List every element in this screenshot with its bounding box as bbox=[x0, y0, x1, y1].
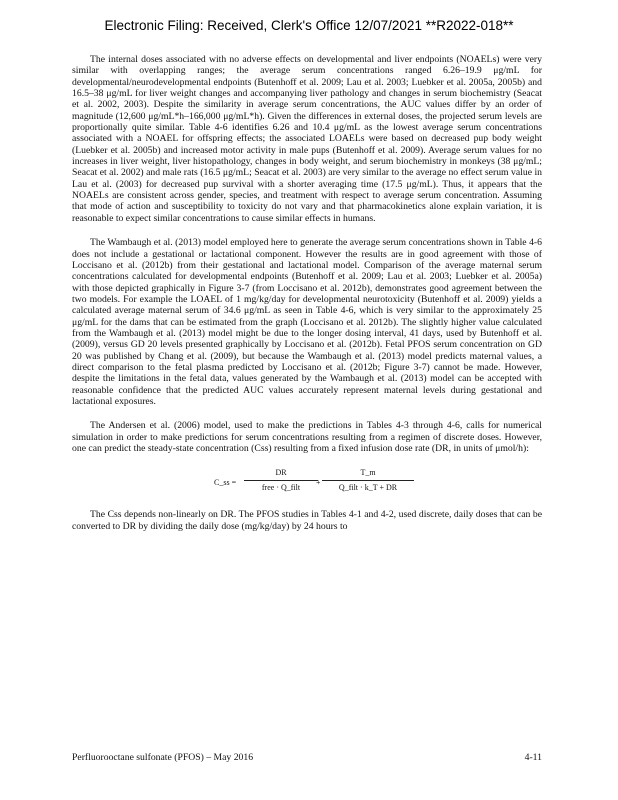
body-text bbox=[72, 54, 542, 545]
footer-document-title: Perfluorooctane sulfonate (PFOS) – May 2016 bbox=[72, 752, 254, 763]
fraction-1-denominator: free · Q_filt bbox=[244, 480, 318, 493]
fraction-2-numerator: T_m bbox=[360, 468, 376, 478]
fraction-2-denominator: Q_filt · k_T + DR bbox=[322, 480, 414, 493]
filing-header: Electronic Filing: Received, Clerk's Office 12/07/2021 **R2022-018** bbox=[104, 18, 514, 33]
paragraph-wambaugh-model: The Wambaugh et al. (2013) model employed here to generate the average serum concentrations shown in Table 4-6 does not include a gestational or lactational component. However the results are in good agreement with those of Loccisano et al. (2012b) from their gestational and lactational model. Comparison of the average maternal serum concentrations calculated for developmental endpoints (Butenhoff et al. 2009; Lau et al. 2003; Luebker et al. 2005a) with those depicted graphically in Figure 3-7 (from Loccisano et al. 2012b), demonstrates good agreement between the two models. For example the LOAEL of 1 mg/kg/day for developmental neurotoxicity (Butenhoff et al. 2009) yields a calculated average maternal serum of 34.6 μg/mL as seen in Table 4-6, which is very similar to the approximately 25 μg/mL for the dams that can be estimated from the graph (Loccisano et al. 2012b). The slightly higher value calculated from the Wambaugh et al. (2013) model might be due to the longer dosing interval, 41 days, used by Butenhoff et al. (2009), versus GD 20 levels presented graphically by Loccisano et al. (2012b). Fetal PFOS serum concentration on GD 20 was published by Chang et al. (2009), but because the Wambaugh et al. (2013) model predicts maternal values, a direct comparison to the fetal plasma predicted by Loccisano et al. (2012b; Figure 3-7) cannot be made. However, despite the limitations in the fetal data, values generated by the Wambaugh et al. (2013) model can be accepted with reasonable confidence that the predicted AUC values accurately represent maternal levels during gestational and lactational exposures. bbox=[72, 237, 542, 407]
footer-page-number: 4-11 bbox=[524, 752, 542, 763]
paragraph-noael-comparison: The internal doses associated with no adverse effects on developmental and liver endpoints (NOAELs) were very similar with overlapping ranges; the average serum concentrations ranged 6.26–19.9 μg/mL for developmental/neurodevelopmental endpoints (Butenhoff et al. 2009; Lau et al. 2003; Luebker et al. 2005a, 2005b) and 16.5–38 μg/mL for liver weight changes and accompanying liver pathology and changes in serum biochemistry (Seacat et al. 2002, 2003). Despite the similarity in average serum concentrations, the AUC values differ by an order of magnitude (12,600 μg/mL*h–166,000 μg/mL*h). Given the differences in external doses, the projected serum levels are proportionally quite similar. Table 4-6 identifies 6.26 and 10.4 μg/mL as the lowest average serum concentrations associated with a NOAEL for offspring effects; the associated LOAELs were based on decreased pup body weight (Luebker et al. 2005b) and increased motor activity in male pups (Butenhoff et al. 2009). Average serum values for no increases in liver weight, liver histopathology, changes in body weight, and serum biochemistry in monkeys (38 μg/mL; Seacat et al. 2002) and male rats (16.5 μg/mL; Seacat et al. 2003) are very similar to the average no effect serum value in Lau et al. (2003) for decreased pup survival with a shorter averaging time (17.5 μg/mL). Thus, it appears that the NOAELs are consistent across gender, species, and treatment with respect to average serum concentration. Assuming that mode of action and susceptibility to toxicity do not vary and that pharmacokinetics alone explain variation, it is reasonable to expect similar concentrations to cause similar effects in humans. bbox=[72, 54, 542, 224]
fraction-1-numerator: DR bbox=[275, 468, 287, 478]
steady-state-equation bbox=[72, 467, 542, 497]
equation-lhs: C_ss = bbox=[214, 478, 237, 488]
paragraph-css-dependence: The Css depends non-linearly on DR. The PFOS studies in Tables 4-1 and 4-2, used discrete, daily doses that can be converted to DR by dividing the daily dose (mg/kg/day) by 24 hours to bbox=[72, 509, 542, 532]
equation-fraction-1 bbox=[244, 467, 318, 493]
paragraph-andersen-model: The Andersen et al. (2006) model, used to make the predictions in Tables 4-3 through 4-6, calls for numerical simulation in order to make predictions for serum concentrations resulting from a regimen of discrete doses. However, one can predict the steady-state concentration (Css) resulting from a fixed infusion dose rate (DR, in units of μmol/h): bbox=[72, 420, 542, 454]
equation-fraction-2 bbox=[322, 467, 414, 493]
equation-plus: + bbox=[316, 478, 321, 488]
